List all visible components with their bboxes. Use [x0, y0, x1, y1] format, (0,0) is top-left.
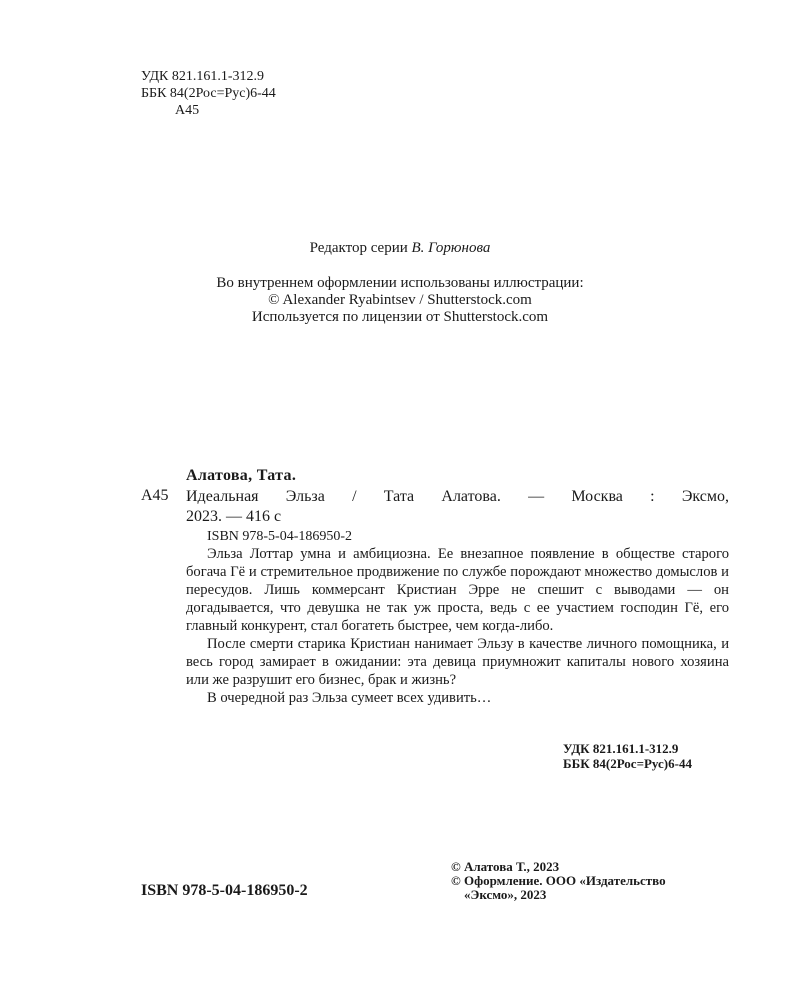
top-udk-code: УДК 821.161.1-312.9 — [141, 69, 265, 84]
annotation-paragraph-2: После смерти старика Кристиан нанимает Эльзу в качестве личного помощника, и весь город замирает в ожидании: эта девица приумножит капиталы нового хозяина или же разрушит его бизнес, брак и жизнь? — [186, 636, 729, 688]
record-author-sign: А45 — [141, 487, 169, 504]
editor-label: Редактор серии — [309, 240, 412, 256]
copyright-author: © Алатова Т., 2023 — [451, 859, 560, 874]
series-editor-line — [0, 240, 800, 257]
top-author-sign: А45 — [175, 103, 200, 118]
annotation-paragraph-3: В очередной раз Эльза сумеет всех удивить… — [207, 690, 492, 706]
record-title-line-1: Идеальная Эльза / Тата Алатова. — Москва : Эксмо, — [186, 488, 729, 505]
right-classification-codes — [563, 741, 692, 771]
top-classification-codes — [141, 68, 276, 119]
illustration-credits — [0, 275, 800, 326]
copyright-design: © Оформление. ООО «Издательство — [451, 873, 666, 888]
record-isbn: ISBN 978-5-04-186950-2 — [207, 529, 353, 544]
illustrations-line-3: Используется по лицензии от Shutterstock.com — [251, 309, 549, 325]
copyright-block — [451, 860, 666, 902]
copyright-publisher: «Эксмо», 2023 — [464, 887, 547, 902]
illustrations-line-1: Во внутреннем оформлении использованы иллюстрации: — [216, 275, 584, 291]
illustrations-line-2: © Alexander Ryabintsev / Shutterstock.com — [268, 292, 532, 308]
record-title-line-2: 2023. — 416 с — [186, 508, 282, 525]
record-author: Алатова, Тата. — [186, 467, 297, 484]
top-bbk-code: ББК 84(2Рос=Рус)6-44 — [141, 86, 276, 101]
right-bbk-code: ББК 84(2Рос=Рус)6-44 — [563, 756, 692, 771]
bottom-isbn: ISBN 978-5-04-186950-2 — [141, 882, 308, 899]
annotation-paragraph-1: Эльза Лоттар умна и амбициозна. Ее внезапное появление в обществе старого богача Гё и стремительное продвижение по службе порождают множество домыслов и пересудов. Лишь коммерсант Кристиан Эрре не спешит с выводами — он догадывается, что девушка не так уж проста, ведь с ее участием господин Гё, его главный конкурент, стал богатеть быстрее, чем когда-либо. — [186, 546, 729, 634]
editor-name: В. Горюнова — [411, 240, 491, 256]
right-udk-code: УДК 821.161.1-312.9 — [563, 741, 679, 756]
annotation — [186, 545, 729, 707]
